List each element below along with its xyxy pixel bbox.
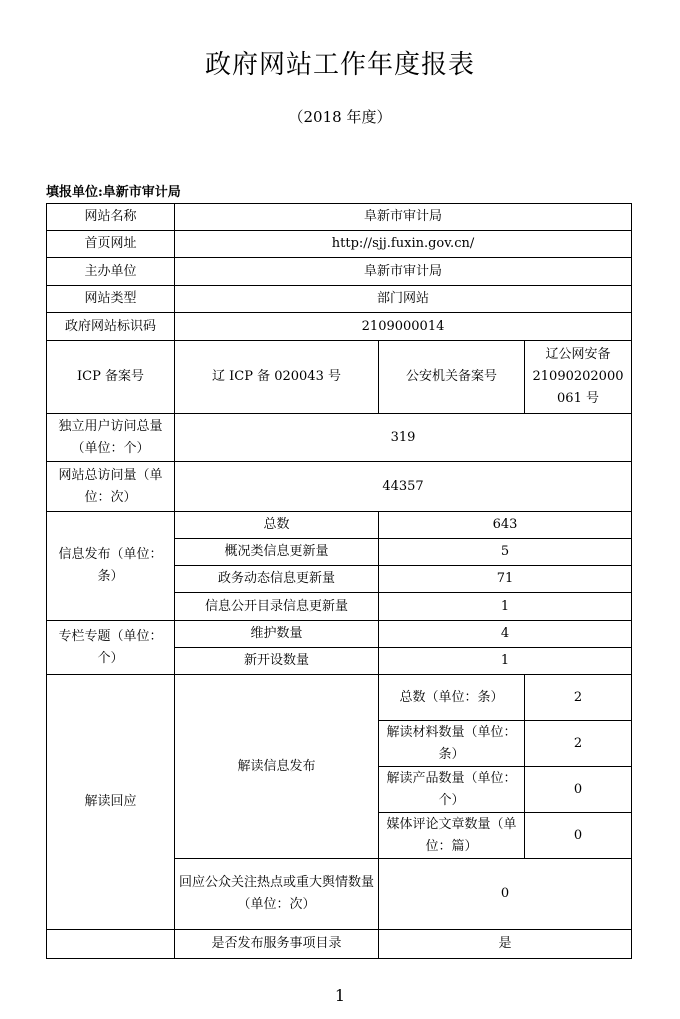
interp-media-value: 0 bbox=[525, 813, 632, 859]
info-release-label: 信息发布（单位：条） bbox=[47, 512, 175, 621]
report-title: 政府网站工作年度报表 bbox=[204, 50, 475, 80]
sponsor-value: 阜新市审计局 bbox=[175, 258, 632, 286]
site-name-value: 阜新市审计局 bbox=[175, 204, 632, 231]
unique-visitors-label: 独立用户访问总量（单位：个） bbox=[47, 414, 175, 462]
news-update-value: 71 bbox=[379, 566, 632, 593]
catalog-update-value: 1 bbox=[379, 593, 632, 621]
table-row bbox=[47, 258, 632, 286]
interp-material-label: 解读材料数量（单位：条） bbox=[379, 721, 525, 767]
interp-product-label: 解读产品数量（单位：个） bbox=[379, 767, 525, 813]
icp-value: 辽 ICP 备 020043 号 bbox=[175, 341, 379, 414]
service-catalog-value: 是 bbox=[379, 930, 632, 959]
interpretation-label: 解读回应 bbox=[47, 675, 175, 930]
catalog-update-label: 信息公开目录信息更新量 bbox=[175, 593, 379, 621]
table-row bbox=[47, 231, 632, 258]
hotspot-label: 回应公众关注热点或重大舆情数量（单位：次） bbox=[175, 859, 379, 930]
site-name-label: 网站名称 bbox=[47, 204, 175, 231]
hotspot-value: 0 bbox=[379, 859, 632, 930]
maintain-label: 维护数量 bbox=[175, 621, 379, 648]
overview-update-label: 概况类信息更新量 bbox=[175, 539, 379, 566]
icp-label: ICP 备案号 bbox=[47, 341, 175, 414]
site-id-value: 2109000014 bbox=[175, 313, 632, 341]
new-columns-value: 1 bbox=[379, 648, 632, 675]
total-visits-label: 网站总访问量（单位：次） bbox=[47, 462, 175, 512]
service-catalog-label: 是否发布服务事项目录 bbox=[175, 930, 379, 959]
table-row bbox=[47, 512, 632, 539]
filling-unit: 填报单位:阜新市审计局 bbox=[46, 185, 181, 200]
table-row bbox=[47, 675, 632, 721]
table-row bbox=[47, 414, 632, 462]
table-row bbox=[47, 286, 632, 313]
homepage-value: http://sjj.fuxin.gov.cn/ bbox=[175, 231, 632, 258]
maintain-value: 4 bbox=[379, 621, 632, 648]
table-row bbox=[47, 621, 632, 648]
table-row bbox=[47, 930, 632, 959]
interp-media-label: 媒体评论文章数量（单位：篇） bbox=[379, 813, 525, 859]
police-record-value: 辽公网安备 21090202000 061 号 bbox=[525, 341, 632, 414]
report-table bbox=[46, 203, 632, 959]
interp-product-value: 0 bbox=[525, 767, 632, 813]
info-total-label: 总数 bbox=[175, 512, 379, 539]
new-columns-label: 新开设数量 bbox=[175, 648, 379, 675]
unique-visitors-value: 319 bbox=[175, 414, 632, 462]
table-row bbox=[47, 313, 632, 341]
interp-total-value: 2 bbox=[525, 675, 632, 721]
total-visits-value: 44357 bbox=[175, 462, 632, 512]
table-row bbox=[47, 341, 632, 414]
interp-material-value: 2 bbox=[525, 721, 632, 767]
report-year: （2018 年度） bbox=[288, 108, 392, 126]
police-record-label: 公安机关备案号 bbox=[379, 341, 525, 414]
table-row bbox=[47, 204, 632, 231]
site-id-label: 政府网站标识码 bbox=[47, 313, 175, 341]
table-row bbox=[47, 462, 632, 512]
site-type-value: 部门网站 bbox=[175, 286, 632, 313]
homepage-label: 首页网址 bbox=[47, 231, 175, 258]
info-total-value: 643 bbox=[379, 512, 632, 539]
news-update-label: 政务动态信息更新量 bbox=[175, 566, 379, 593]
overview-update-value: 5 bbox=[379, 539, 632, 566]
empty-cell bbox=[47, 930, 175, 959]
interpretation-release-label: 解读信息发布 bbox=[175, 675, 379, 859]
page-number: 1 bbox=[334, 986, 346, 1005]
site-type-label: 网站类型 bbox=[47, 286, 175, 313]
sponsor-label: 主办单位 bbox=[47, 258, 175, 286]
interp-total-label: 总数（单位：条） bbox=[379, 675, 525, 721]
columns-label: 专栏专题（单位：个） bbox=[47, 621, 175, 675]
